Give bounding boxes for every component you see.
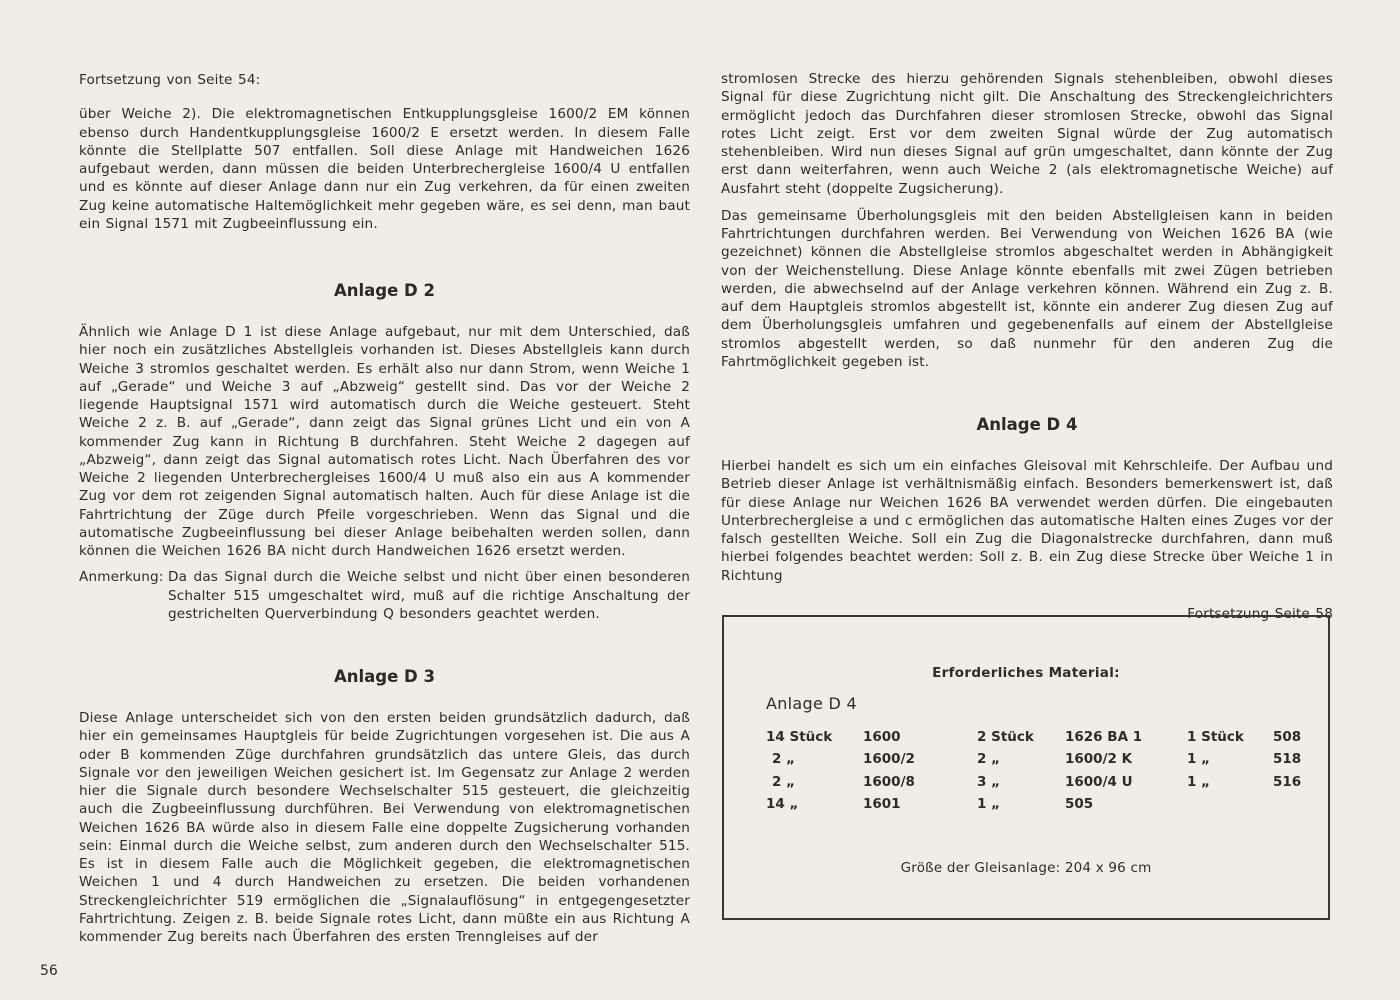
left-column — [79, 70, 690, 946]
material-subtitle: Anlage D 4 — [766, 694, 858, 713]
paragraph-overtaking: Das gemeinsame Überholungsgleis mit den beiden Abstellgleisen kann in beiden Fahrtrichtungen durchfahren werden. Bei Verwendung von Weichen 1626 BA (wie gezeichnet) können die Abstellgleise stromlos abgeschaltet werden in Abhängigkeit von der Weichenstellung. Diese Anlage könnte ebenfalls mit zwei Zügen betrieben werden, die abwechselnd auf der Anlage verkehren können. Während ein Zug z. B. auf dem Hauptgleis stromlos abgestellt ist, könnte ein anderer Zug diesen Zug auf dem Überholungsgleis umfahren und gegebenenfalls auf einem der Abstellgleise stromlos abgestellt werden, so daß nunmehr für den anderen Zug die Fahrtmöglichkeit gegeben ist. — [721, 207, 1333, 370]
material-title: Erforderliches Material: — [932, 665, 1120, 681]
material-cell: 1 „ — [1187, 751, 1210, 768]
material-cell — [1273, 796, 1326, 818]
paragraph-anlage-d4: Hierbei handelt es sich um ein einfaches Gleisoval mit Kehrschleife. Der Aufbau und Betrieb dieser Anlage ist verhältnismäßig einfach. Besonders bemerkenswert ist, daß für diese Anlage nur Weichen 1626 BA verwendet werden dürfen. Die eingebauten Unterbrechergleise a und c ermöglichen das automatische Halten eines Zuges vor der falsch gestellten Weiche. Soll ein Zug die Diagonalstrecke durchfahren, dann muß hierbei folgendes beachtet werden: Soll z. B. ein Zug diese Strecke über Weiche 1 in Richtung — [721, 458, 1333, 584]
material-cell: 14 Stück — [766, 729, 833, 745]
material-cell: 505 — [1065, 795, 1094, 812]
material-cell: 1600 — [863, 729, 901, 745]
material-table — [766, 729, 1326, 818]
material-cell: 1600/8 — [863, 773, 915, 790]
heading-anlage-d2: Anlage D 2 — [334, 281, 435, 300]
note-label: Anmerkung: — [79, 569, 164, 586]
continued-on: Fortsetzung Seite 58 — [1187, 605, 1333, 622]
material-cell: 14 „ — [766, 795, 799, 812]
paragraph-anlage-d2: Ähnlich wie Anlage D 1 ist diese Anlage aufgebaut, nur mit dem Unterschied, daß hier noch ein zusätzliches Abstellgleis vorhanden ist. Dieses Abstellgleis kann durch Weiche 3 stromlos geschaltet werden. Es erhält also nur dann Strom, wenn Weiche 1 auf „Gerade“ und Weiche 3 auf „Abzweig“ gestellt sind. Das vor der Weiche 2 liegende Hauptsignal 1571 wird automatisch durch die Weiche gesteuert. Steht Weiche 2 z. B. auf „Gerade“, dann zeigt das Signal grünes Licht und ein von A kommender Zug kann in Richtung B durchfahren. Steht Weiche 2 dagegen auf „Abzweig“, dann zeigt das Signal automatisch rotes Licht. Nach Überfahren des vor Weiche 2 liegenden Unterbrechergleises 1600/4 U muß also ein aus A kommender Zug vor dem rot zeigenden Signal automatisch halten. Auch für diese Anlage ist die Fahrtrichtung der Züge durch Pfeile vorgeschrieben. Wenn das Signal und die automatische Zugbeeinflussung bei dieser Anlage beibehalten werden sollen, dann können die Weichen 1626 BA nicht durch Handweichen 1626 ersetzt werden. — [79, 324, 690, 559]
material-cell: 1600/4 U — [1065, 773, 1133, 790]
heading-anlage-d4: Anlage D 4 — [976, 415, 1078, 434]
material-cell — [1187, 796, 1273, 818]
paragraph-anlage-d3: Diese Anlage unterscheidet sich von den ersten beiden grundsätzlich dadurch, daß hier ein gemeinsames Hauptgleis für beide Zugrichtungen vorgesehen ist. Die aus A oder B kommenden Züge durchfahren grundsätzlich das untere Gleis, das durch Signale vor den jeweiligen Weichen gesichert ist. Im Gegensatz zur Anlage 2 werden hier die Signale durch besondere Wechselschalter 515 gesteuert, die gleichzeitig auch die Zugbeeinflussung durchführen. Bei Verwendung von elektromagnetischen Weichen 1626 BA würde also in diesem Falle eine doppelte Zugsicherung vorhanden sein: Einmal durch die Weiche selbst, zum anderen durch den Wechselschalter 515. Es ist in diesem Falle auch die Möglichkeit gegeben, die elektromagnetischen Weichen 1 und 4 durch Handweichen zu ersetzen. Die beiden vorhandenen Streckengleichrichter 519 ermöglichen die „Signalauflösung“ in entgegengesetzter Fahrtrichtung. Zeigen z. B. beide Signale rotes Licht, dann müßte ein aus Richtung A kommender Zug bereits nach Überfahren des ersten Trenngleises auf der — [79, 710, 690, 945]
material-cell: 1 „ — [977, 795, 1000, 812]
note-block — [79, 568, 690, 623]
material-cell: 518 — [1273, 751, 1302, 768]
material-cell: 1600/2 K — [1065, 751, 1133, 768]
material-cell: 2 „ — [772, 751, 795, 768]
heading-anlage-d3: Anlage D 3 — [334, 667, 435, 686]
material-cell: 1 „ — [1187, 773, 1210, 790]
intro-paragraph: über Weiche 2). Die elektromagnetischen Entkupplungsgleise 1600/2 EM können ebenso durch Handentkupplungsgleise 1600/2 E ersetzt werden. In diesem Falle könnte die Stellplatte 507 entfallen. Soll diese Anlage mit Handweichen 1626 aufgebaut werden, dann müssen die beiden Unterbrechergleise 1600/4 U entfallen und es könnte auf dieser Anlage dann nur ein Zug verkehren, da für einen zweiten Zug keine automatische Haltemöglichkeit mehr gegeben wäre, es sei denn, man baut ein Signal 1571 mit Zugbeeinflussung ein. — [79, 106, 690, 232]
material-cell: 508 — [1273, 729, 1302, 745]
material-cell: 3 „ — [977, 773, 1000, 790]
material-cell: 516 — [1273, 773, 1302, 790]
material-cell: 1600/2 — [863, 751, 915, 768]
material-cell: 2 „ — [977, 751, 1000, 768]
material-cell: 1 Stück — [1187, 729, 1244, 745]
material-box — [722, 615, 1330, 920]
continuation-paragraph: stromlosen Strecke des hierzu gehörenden Signals stehenbleiben, obwohl dieses Signal für diese Zugrichtung nicht gilt. Die Anschaltung des Streckengleichrichters ermöglicht jedoch das Durchfahren dieser stromlosen Strecke, obwohl das Signal rotes Licht zeigt. Erst vor dem zweiten Signal würde der Zug automatisch stehenbleiben. Wird nun dieses Signal auf grün umgeschaltet, dann könnte der Zug erst dann weiterfahren, wenn auch Weiche 2 (als elektromagnetische Weiche) auf Ausfahrt steht (doppelte Zugsicherung). — [721, 71, 1333, 197]
continued-from: Fortsetzung von Seite 54: — [79, 72, 261, 88]
material-cell: 1601 — [863, 795, 901, 812]
material-cell: 2 „ — [772, 773, 795, 790]
note-text: Da das Signal durch die Weiche selbst und nicht über einen besonderen Schalter 515 umgeschaltet wird, muß auf die richtige Anschaltung der gestrichelten Querverbindung Q besonders geachtet werden. — [168, 569, 690, 622]
material-cell: 1626 BA 1 — [1065, 729, 1143, 745]
right-column — [721, 70, 1333, 623]
layout-size-note: Größe der Gleisanlage: 204 x 96 cm — [900, 860, 1152, 876]
page-number: 56 — [40, 963, 58, 979]
material-cell: 2 Stück — [977, 729, 1034, 745]
